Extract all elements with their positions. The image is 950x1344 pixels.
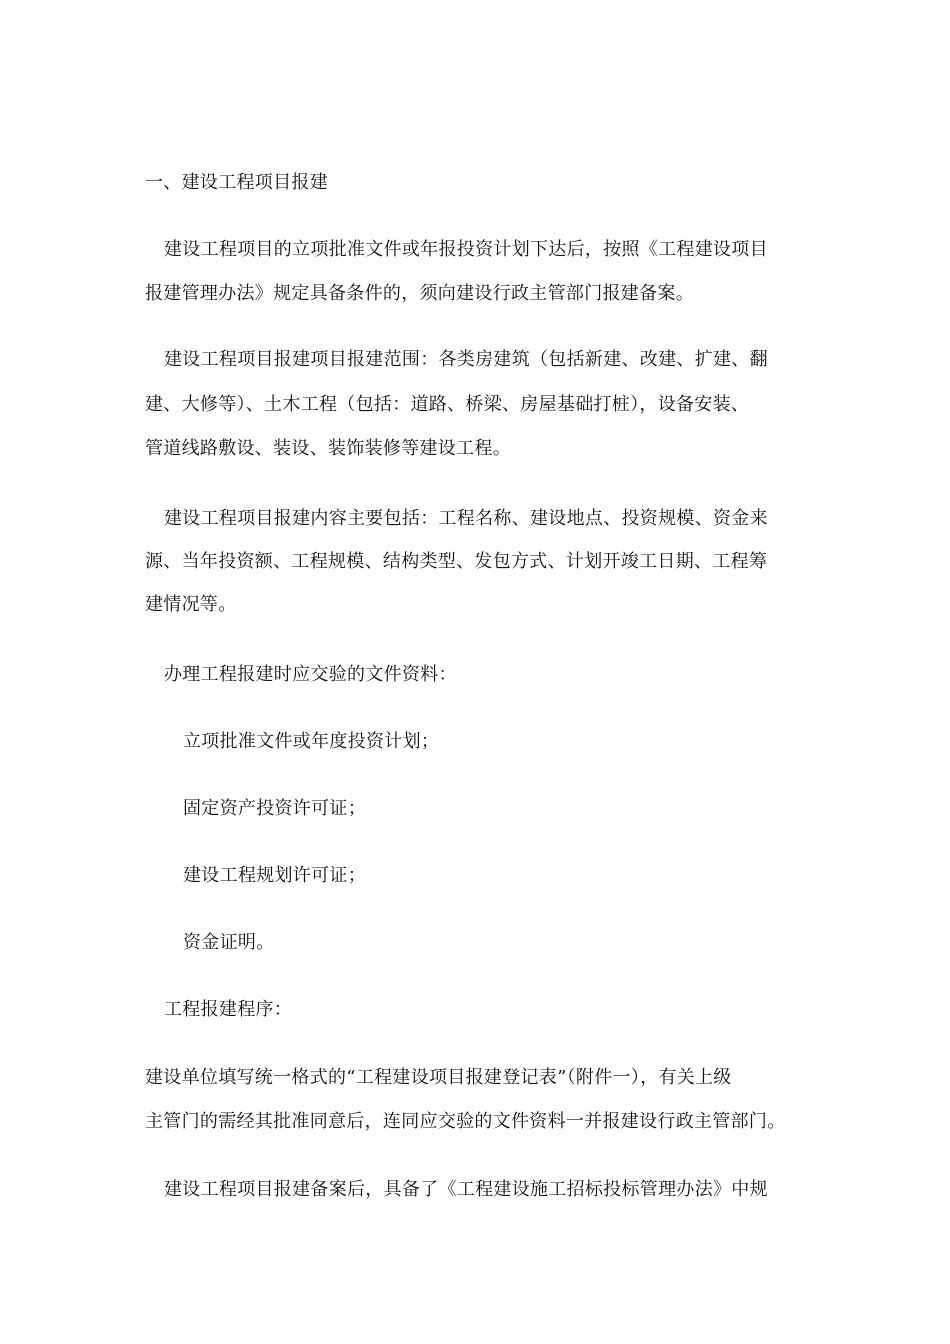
- document-item-4: 资金证明。: [183, 932, 275, 953]
- paragraph-2-line-1: 建设工程项目报建项目报建范围：各类房建筑（包括新建、改建、扩建、翻: [164, 349, 768, 370]
- paragraph-3-line-2: 源、当年投资额、工程规模、结构类型、发包方式、计划开竣工日期、工程筹: [145, 551, 768, 572]
- document-item-3: 建设工程规划许可证；: [183, 865, 366, 886]
- paragraph-4-line-2: 主管门的需经其批准同意后，连同应交验的文件资料一并报建设行政主管部门。: [145, 1111, 786, 1132]
- procedure-title: 工程报建程序：: [164, 999, 293, 1020]
- documents-intro: 办理工程报建时应交验的文件资料：: [164, 664, 457, 685]
- section-heading: 一、建设工程项目报建: [145, 172, 328, 193]
- paragraph-3-line-3: 建情况等。: [145, 594, 237, 615]
- paragraph-5-line-1: 建设工程项目报建备案后，具备了《工程建设施工招标投标管理办法》中规: [164, 1179, 768, 1200]
- paragraph-2-line-3: 管道线路敷设、装设、装饰装修等建设工程。: [145, 438, 511, 459]
- paragraph-4-line-1: 建设单位填写统一格式的“工程建设项目报建登记表”（附件一），有关上级: [145, 1067, 732, 1088]
- paragraph-1-line-2: 报建管理办法》规定具备条件的，须向建设行政主管部门报建备案。: [145, 283, 694, 304]
- document-item-1: 立项批准文件或年度投资计划；: [183, 731, 440, 752]
- document-item-2: 固定资产投资许可证；: [183, 798, 366, 819]
- paragraph-2-line-2: 建、大修等）、土木工程（包括：道路、桥梁、房屋基础打桩），设备安装、: [145, 394, 750, 415]
- paragraph-3-line-1: 建设工程项目报建内容主要包括：工程名称、建设地点、投资规模、资金来: [164, 508, 768, 529]
- paragraph-1-line-1: 建设工程项目的立项批准文件或年报投资计划下达后，按照《工程建设项目: [164, 239, 768, 260]
